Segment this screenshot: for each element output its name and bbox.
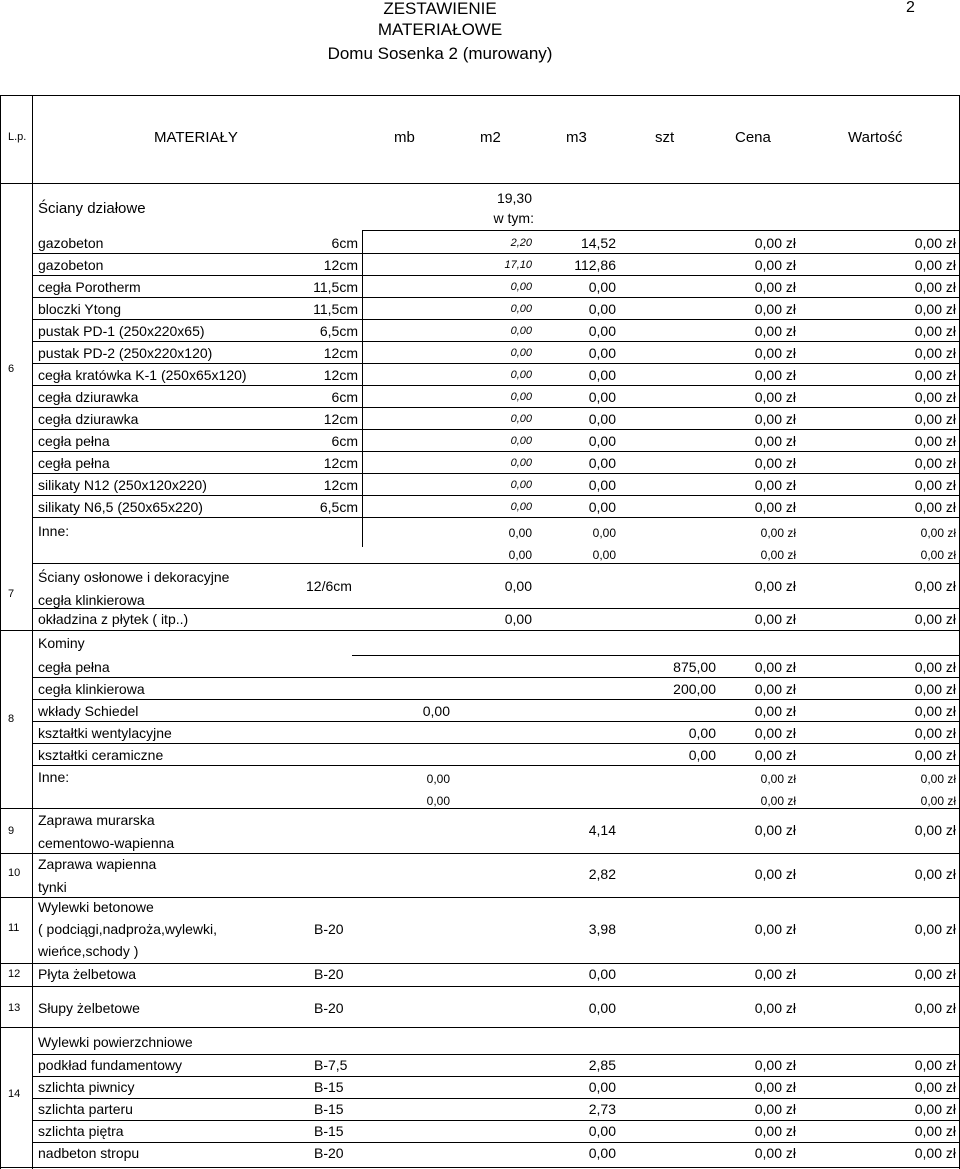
wall-thickness: 12cm <box>323 455 358 471</box>
total-value: 0,00 zł <box>914 323 956 339</box>
section-12-price: 0,00 zł <box>754 966 796 982</box>
total-value: 0,00 zł <box>914 389 956 405</box>
quantity-szt: 0,00 <box>588 279 616 295</box>
section-11-line3: wieńce,schody ) <box>38 943 139 959</box>
material-name: cegła pełna <box>38 455 110 471</box>
row-rule <box>32 253 960 254</box>
wall-thickness: 6,5cm <box>319 323 358 339</box>
section-13-price: 0,00 zł <box>754 1000 796 1016</box>
section-13-m3: 0,00 <box>588 1000 616 1016</box>
area-m2: 0,00 <box>510 457 532 469</box>
total-value: 0,00 zł <box>914 279 956 295</box>
wall-thickness: 6,5cm <box>319 499 358 515</box>
section-6-other-label: Inne: <box>38 523 70 539</box>
other-unit-price: 0,00 zł <box>760 526 796 540</box>
area-m2: 0,00 <box>510 435 532 447</box>
material-name: pustak PD-1 (250x220x65) <box>38 323 205 339</box>
row-rule <box>32 429 960 430</box>
section-7-brick-m2: 0,00 <box>504 578 532 594</box>
volume-m3: 0,00 <box>588 1145 616 1161</box>
row-rule <box>32 451 960 452</box>
row-rule <box>32 677 960 678</box>
total-value: 0,00 zł <box>914 1123 956 1139</box>
section-9-value: 0,00 zł <box>914 822 956 838</box>
quantity-szt: 0,00 <box>588 433 616 449</box>
section-7-brick-price: 0,00 zł <box>754 578 796 594</box>
section-number-8: 8 <box>8 713 15 725</box>
section-6-in-that: w tym: <box>493 210 534 226</box>
row-rule <box>32 385 960 386</box>
unit-price: 0,00 zł <box>754 1145 796 1161</box>
wall-thickness: 12cm <box>323 345 358 361</box>
screed-name: nadbeton stropu <box>38 1145 140 1161</box>
quantity-szt: 112,86 <box>574 257 616 273</box>
total-value: 0,00 zł <box>914 433 956 449</box>
material-name: cegła pełna <box>38 433 110 449</box>
concrete-grade: B-15 <box>314 1079 344 1095</box>
unit-price: 0,00 zł <box>754 411 796 427</box>
quantity-szt: 0,00 <box>588 477 616 493</box>
concrete-grade: B-15 <box>314 1123 344 1139</box>
row-rule <box>32 721 960 722</box>
other-total-value: 0,00 zł <box>920 526 956 540</box>
section-number-13: 13 <box>8 1002 21 1014</box>
row-rule <box>32 341 960 342</box>
section-13-value: 0,00 zł <box>914 1000 956 1016</box>
total-value: 0,00 zł <box>914 659 956 675</box>
area-m2: 0,00 <box>510 325 532 337</box>
frame-left <box>0 95 1 1169</box>
section-13-name: Słupy żelbetowe <box>38 1000 140 1016</box>
wall-thickness: 12cm <box>323 367 358 383</box>
section-7-brick-value: 0,00 zł <box>914 578 956 594</box>
total-value: 0,00 zł <box>914 499 956 515</box>
section-13-grade: B-20 <box>314 1000 344 1016</box>
other-total-value: 0,00 zł <box>920 548 956 562</box>
screed-name: szlichta piętra <box>38 1123 124 1139</box>
unit-price: 0,00 zł <box>754 703 796 719</box>
row-rule <box>32 1076 960 1077</box>
col-header-lp: L.p. <box>8 131 27 143</box>
row-rule <box>32 275 960 276</box>
section-7-mid-rule <box>32 608 960 609</box>
row-rule <box>32 495 960 496</box>
area-m2: 0,00 <box>510 413 532 425</box>
section-7-bottom-rule <box>0 630 960 631</box>
col-header-szt: szt <box>655 129 675 146</box>
doc-title-line1: ZESTAWIENIE <box>383 0 497 18</box>
total-value: 0,00 zł <box>914 1057 956 1073</box>
material-name: cegła pełna <box>38 659 110 675</box>
volume-m3: 0,00 <box>588 1079 616 1095</box>
section-11-line2: ( podciągi,nadproża,wylewki, <box>38 921 217 937</box>
section-8-title: Kominy <box>38 635 85 651</box>
col-header-m2: m2 <box>480 129 501 146</box>
section-11-grade: B-20 <box>314 921 344 937</box>
unit-price: 0,00 zł <box>754 1057 796 1073</box>
total-value: 0,00 zł <box>914 345 956 361</box>
total-value: 0,00 zł <box>914 1145 956 1161</box>
unit-price: 0,00 zł <box>754 433 796 449</box>
unit-price: 0,00 zł <box>754 725 796 741</box>
col-header-mb: mb <box>394 129 415 146</box>
wall-thickness: 12cm <box>323 411 358 427</box>
unit-price: 0,00 zł <box>754 747 796 763</box>
area-m2: 0,00 <box>510 369 532 381</box>
unit-price: 0,00 zł <box>754 279 796 295</box>
quantity-szt: 875,00 <box>673 659 716 675</box>
total-value: 0,00 zł <box>914 257 956 273</box>
unit-price: 0,00 zł <box>754 681 796 697</box>
section-11-bottom-rule <box>0 963 960 964</box>
material-name: cegła dziurawka <box>38 411 139 427</box>
section-7-title: Ściany osłonowe i dekoracyjne <box>38 569 230 585</box>
material-name: wkłady Schiedel <box>38 703 139 719</box>
total-value: 0,00 zł <box>914 747 956 763</box>
material-name: cegła klinkierowa <box>38 681 145 697</box>
unit-price: 0,00 zł <box>754 477 796 493</box>
section-7-cladding-m2: 0,00 <box>504 611 532 627</box>
page-number: 2 <box>906 0 915 16</box>
doc-title-line2: MATERIAŁOWE <box>377 20 503 39</box>
material-name: kształtki wentylacyjne <box>38 725 172 741</box>
section-number-6: 6 <box>8 363 15 375</box>
quantity-szt: 0,00 <box>588 345 616 361</box>
screed-name: szlichta parteru <box>38 1101 133 1117</box>
total-value: 0,00 zł <box>914 703 956 719</box>
material-name: cegła dziurawka <box>38 389 139 405</box>
section-12-m3: 0,00 <box>588 966 616 982</box>
unit-price: 0,00 zł <box>754 659 796 675</box>
other-total-value: 0,00 zł <box>920 794 956 808</box>
row-rule <box>32 1120 960 1121</box>
unit-price: 0,00 zł <box>754 235 796 251</box>
section-7-cladding-price: 0,00 zł <box>754 611 796 627</box>
area-m2: 17,10 <box>504 259 532 271</box>
section-9-line1: Zaprawa murarska <box>38 812 155 828</box>
other-unit-price: 0,00 zł <box>760 548 796 562</box>
other-length-mb: 0,00 <box>426 794 450 808</box>
quantity-szt: 0,00 <box>688 747 716 763</box>
total-value: 0,00 zł <box>914 1101 956 1117</box>
other-unit-price: 0,00 zł <box>760 794 796 808</box>
unit-price: 0,00 zł <box>754 257 796 273</box>
section-number-10: 10 <box>8 867 21 879</box>
frame-top <box>0 95 960 96</box>
lp-column-divider <box>32 95 33 1169</box>
wall-thickness: 11,5cm <box>313 279 358 295</box>
material-name: silikaty N6,5 (250x65x220) <box>38 499 203 515</box>
area-m2: 0,00 <box>510 303 532 315</box>
col-header-m3: m3 <box>566 129 587 146</box>
col-header-value: Wartość <box>848 129 903 146</box>
material-name: cegła kratówka K-1 (250x65x120) <box>38 367 247 383</box>
wall-thickness: 6cm <box>331 235 358 251</box>
row-rule <box>32 473 960 474</box>
section-14-title: Wylewki powierzchniowe <box>38 1034 193 1050</box>
section-10-price: 0,00 zł <box>754 866 796 882</box>
section-12-value: 0,00 zł <box>914 966 956 982</box>
area-m2: 0,00 <box>510 347 532 359</box>
section-10-m3: 2,82 <box>588 866 616 882</box>
wall-thickness: 12cm <box>323 257 358 273</box>
unit-price: 0,00 zł <box>754 1101 796 1117</box>
unit-price: 0,00 zł <box>754 389 796 405</box>
row-rule <box>32 1054 960 1055</box>
area-m2: 0,00 <box>510 501 532 513</box>
section-12-grade: B-20 <box>314 966 344 982</box>
section-11-value: 0,00 zł <box>914 921 956 937</box>
screed-name: szlichta piwnicy <box>38 1079 135 1095</box>
section-9-m3: 4,14 <box>588 822 616 838</box>
section-11-m3: 3,98 <box>588 921 616 937</box>
row-rule <box>32 363 960 364</box>
doc-subtitle: Domu Sosenka 2 (murowany) <box>327 44 553 63</box>
wall-thickness: 6cm <box>331 389 358 405</box>
unit-price: 0,00 zł <box>754 323 796 339</box>
section-number-9: 9 <box>8 825 15 837</box>
material-name: silikaty N12 (250x120x220) <box>38 477 207 493</box>
row-rule <box>32 407 960 408</box>
row-rule <box>32 297 960 298</box>
total-value: 0,00 zł <box>914 455 956 471</box>
section-7-thickness: 12/6cm <box>306 578 352 594</box>
row-rule <box>32 319 960 320</box>
unit-price: 0,00 zł <box>754 301 796 317</box>
section-13-bottom-rule <box>0 1027 960 1028</box>
material-name: kształtki ceramiczne <box>38 747 164 763</box>
concrete-grade: B-20 <box>314 1145 344 1161</box>
total-value: 0,00 zł <box>914 367 956 383</box>
quantity-szt: 0,00 <box>588 499 616 515</box>
quantity-szt: 14,52 <box>580 235 616 251</box>
section-10-bottom-rule <box>0 897 960 898</box>
col-header-materials: MATERIAŁY <box>154 129 238 146</box>
row-rule <box>32 1098 960 1099</box>
material-name: gazobeton <box>38 257 104 273</box>
quantity-szt: 0,00 <box>588 389 616 405</box>
section-6-title: Ściany działowe <box>38 200 146 217</box>
row-rule <box>32 765 960 766</box>
quantity-szt: 0,00 <box>688 725 716 741</box>
other-quantity-szt: 0,00 <box>592 548 616 562</box>
quantity-szt: 200,00 <box>673 681 716 697</box>
section-6-bottom-rule <box>32 563 960 564</box>
other-unit-price: 0,00 zł <box>760 772 796 786</box>
unit-price: 0,00 zł <box>754 499 796 515</box>
section-number-11: 11 <box>8 922 20 934</box>
area-m2: 0,00 <box>510 281 532 293</box>
section-9-price: 0,00 zł <box>754 822 796 838</box>
total-value: 0,00 zł <box>914 235 956 251</box>
quantity-szt: 0,00 <box>588 367 616 383</box>
other-total-value: 0,00 zł <box>920 772 956 786</box>
other-length-mb: 0,00 <box>426 772 450 786</box>
unit-price: 0,00 zł <box>754 345 796 361</box>
unit-price: 0,00 zł <box>754 1079 796 1095</box>
volume-m3: 2,73 <box>588 1101 616 1117</box>
material-name: pustak PD-2 (250x220x120) <box>38 345 213 361</box>
section-7-brick-label: cegła klinkierowa <box>38 592 145 608</box>
section-number-7: 7 <box>8 588 15 600</box>
row-rule <box>32 743 960 744</box>
section-11-price: 0,00 zł <box>754 921 796 937</box>
material-name: gazobeton <box>38 235 104 251</box>
screed-name: podkład fundamentowy <box>38 1057 182 1073</box>
header-bottom-rule <box>0 183 960 184</box>
unit-price: 0,00 zł <box>754 1123 796 1139</box>
section-9-bottom-rule <box>0 853 960 854</box>
section-6-total: 19,30 <box>496 190 532 206</box>
material-name: bloczki Ytong <box>38 301 122 317</box>
wall-thickness: 11,5cm <box>313 301 358 317</box>
row-rule <box>32 1142 960 1143</box>
total-value: 0,00 zł <box>914 1079 956 1095</box>
concrete-grade: B-7,5 <box>314 1057 348 1073</box>
section-8-other-label: Inne: <box>38 769 70 785</box>
section-7-cladding-value: 0,00 zł <box>914 611 956 627</box>
unit-price: 0,00 zł <box>754 455 796 471</box>
row-rule <box>32 699 960 700</box>
col-header-price: Cena <box>735 129 771 146</box>
section-10-line1: Zaprawa wapienna <box>38 856 157 872</box>
section-8-top-rule <box>352 655 960 656</box>
volume-m3: 2,85 <box>588 1057 616 1073</box>
other-area-m2: 0,00 <box>508 548 532 562</box>
section-number-14: 14 <box>8 1088 21 1100</box>
unit-price: 0,00 zł <box>754 367 796 383</box>
total-value: 0,00 zł <box>914 301 956 317</box>
section-number-12: 12 <box>8 968 21 980</box>
length-mb: 0,00 <box>422 703 450 719</box>
frame-bottom <box>0 1167 960 1168</box>
quantity-szt: 0,00 <box>588 411 616 427</box>
area-m2: 0,00 <box>510 479 532 491</box>
other-area-m2: 0,00 <box>508 526 532 540</box>
total-value: 0,00 zł <box>914 411 956 427</box>
volume-m3: 0,00 <box>588 1123 616 1139</box>
section-11-line1: Wylewki betonowe <box>38 899 154 915</box>
quantity-szt: 0,00 <box>588 323 616 339</box>
wall-thickness: 12cm <box>323 477 358 493</box>
section-10-value: 0,00 zł <box>914 866 956 882</box>
section-12-bottom-rule <box>0 986 960 987</box>
section-7-cladding-label: okładzina z płytek ( itp..) <box>38 611 189 627</box>
section-9-line2: cementowo-wapienna <box>38 835 175 851</box>
section-10-line2: tynki <box>38 879 67 895</box>
other-quantity-szt: 0,00 <box>592 526 616 540</box>
quantity-szt: 0,00 <box>588 455 616 471</box>
total-value: 0,00 zł <box>914 681 956 697</box>
wall-thickness: 6cm <box>331 433 358 449</box>
area-m2: 2,20 <box>510 237 532 249</box>
section-8-bottom-rule <box>0 808 960 809</box>
concrete-grade: B-15 <box>314 1101 344 1117</box>
total-value: 0,00 zł <box>914 477 956 493</box>
area-m2: 0,00 <box>510 391 532 403</box>
quantity-szt: 0,00 <box>588 301 616 317</box>
total-value: 0,00 zł <box>914 725 956 741</box>
section-6-vertical-rule <box>362 230 363 547</box>
section-6-top-rule <box>362 230 960 231</box>
row-rule <box>32 517 960 518</box>
material-name: cegła Porotherm <box>38 279 141 295</box>
section-12-name: Płyta żelbetowa <box>38 966 137 982</box>
